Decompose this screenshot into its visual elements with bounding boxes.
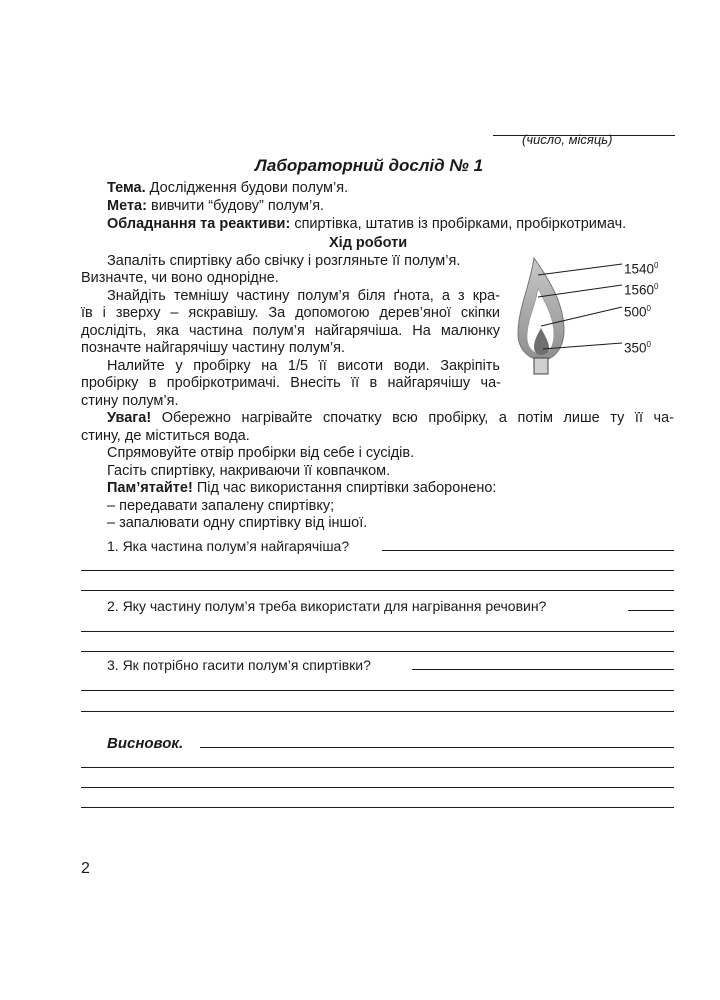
conclusion-label: Висновок. bbox=[107, 735, 184, 752]
temp-value-3: 500 bbox=[624, 304, 647, 320]
goal-text: вивчити “будову” полум’я. bbox=[150, 198, 325, 214]
warning-label: Увага! bbox=[107, 410, 152, 426]
para2-line1: Знайдіть темнішу частину полум’я біля ґнота, а з кра- bbox=[107, 288, 500, 304]
answer-line-2c[interactable] bbox=[81, 651, 674, 652]
temp-value-1: 1540 bbox=[624, 261, 655, 277]
remember-line bbox=[107, 480, 496, 497]
para3-line2: пробірку в пробіркотримачі. Внесіть її в найгарячішу ча- bbox=[81, 375, 501, 391]
para1-line2: Визначте, чи воно однорідне. bbox=[81, 270, 279, 286]
rule-2: – запалювати одну спиртівку від іншої. bbox=[107, 515, 368, 531]
answer-line-1a[interactable] bbox=[382, 550, 674, 551]
rule-1: – передавати запалену спиртівку; bbox=[107, 498, 335, 514]
procedure-heading: Хід роботи bbox=[329, 235, 408, 251]
wick-holder bbox=[534, 358, 548, 374]
equipment-text: спиртівка, штатив із пробірками, пробіркотримач. bbox=[294, 216, 627, 232]
degree-mark-1: 0 bbox=[654, 261, 659, 270]
question-1: 1. Яка частина полум’я найгарячіша? bbox=[107, 538, 350, 554]
page-title: Лабораторний дослід № 1 bbox=[255, 156, 484, 175]
para3-line3: стину полум’я. bbox=[81, 393, 179, 409]
para1-line1: Запаліть спиртівку або свічку і розгляньте її полум’я. bbox=[107, 253, 461, 269]
answer-line-2a[interactable] bbox=[628, 610, 674, 611]
goal-line bbox=[107, 198, 324, 215]
temp-label-3 bbox=[624, 300, 651, 321]
equipment-line bbox=[107, 216, 626, 233]
para2-line4: позначте найгарячішу частину полум’я. bbox=[81, 340, 346, 356]
remember-text: Під час використання спиртівки заборонено: bbox=[196, 480, 497, 496]
answer-line-1b[interactable] bbox=[81, 570, 674, 571]
topic-text: Дослідження будови полум’я. bbox=[149, 180, 349, 196]
temp-label-2 bbox=[624, 278, 659, 299]
degree-mark-4: 0 bbox=[646, 340, 651, 349]
conclusion-line-d[interactable] bbox=[81, 807, 674, 808]
warning-line2: стину, де міститься вода. bbox=[81, 428, 250, 444]
date-caption: (число, місяць) bbox=[522, 132, 613, 147]
answer-line-3a[interactable] bbox=[412, 669, 674, 670]
page-number: 2 bbox=[81, 860, 90, 877]
conclusion-line-a[interactable] bbox=[200, 747, 674, 748]
para2-line2: їв і зверху – яскравішу. За допомогою дерев’яної скіпки bbox=[81, 305, 500, 321]
warning-text1: Обережно нагрівайте спочатку всю пробірку, а потім лише ту її ча- bbox=[161, 410, 675, 426]
para2-line3: дослідіть, яка частина полум’я найгарячіша. На малюнку bbox=[81, 323, 500, 339]
remember-label: Пам’ятайте! bbox=[107, 480, 193, 496]
conclusion-line-b[interactable] bbox=[81, 767, 674, 768]
temp-value-4: 350 bbox=[624, 340, 647, 356]
temp-label-1 bbox=[624, 257, 659, 278]
degree-mark-3: 0 bbox=[646, 304, 651, 313]
answer-line-3c[interactable] bbox=[81, 711, 674, 712]
answer-line-2b[interactable] bbox=[81, 631, 674, 632]
para3-line1: Налийте у пробірку на 1/5 її висоти води. Закріпіть bbox=[107, 358, 500, 374]
topic-label: Тема. bbox=[107, 180, 146, 196]
direct-instruction: Спрямовуйте отвір пробірки від себе і сусідів. bbox=[107, 445, 415, 461]
question-2: 2. Яку частину полум’я треба використати для нагрівання речовин? bbox=[107, 598, 547, 614]
topic-line bbox=[107, 180, 348, 197]
question-3: 3. Як потрібно гасити полум’я спиртівки? bbox=[107, 657, 371, 673]
temp-label-4 bbox=[624, 336, 651, 357]
answer-line-3b[interactable] bbox=[81, 690, 674, 691]
equipment-label: Обладнання та реактиви: bbox=[107, 216, 291, 232]
conclusion-line-c[interactable] bbox=[81, 787, 674, 788]
warning-line1 bbox=[107, 410, 674, 427]
temp-value-2: 1560 bbox=[624, 282, 655, 298]
answer-line-1c[interactable] bbox=[81, 590, 674, 591]
goal-label: Мета: bbox=[107, 198, 147, 214]
degree-mark-2: 0 bbox=[654, 282, 659, 291]
extinguish-instruction: Гасіть спиртівку, накриваючи її ковпачком. bbox=[107, 463, 391, 479]
